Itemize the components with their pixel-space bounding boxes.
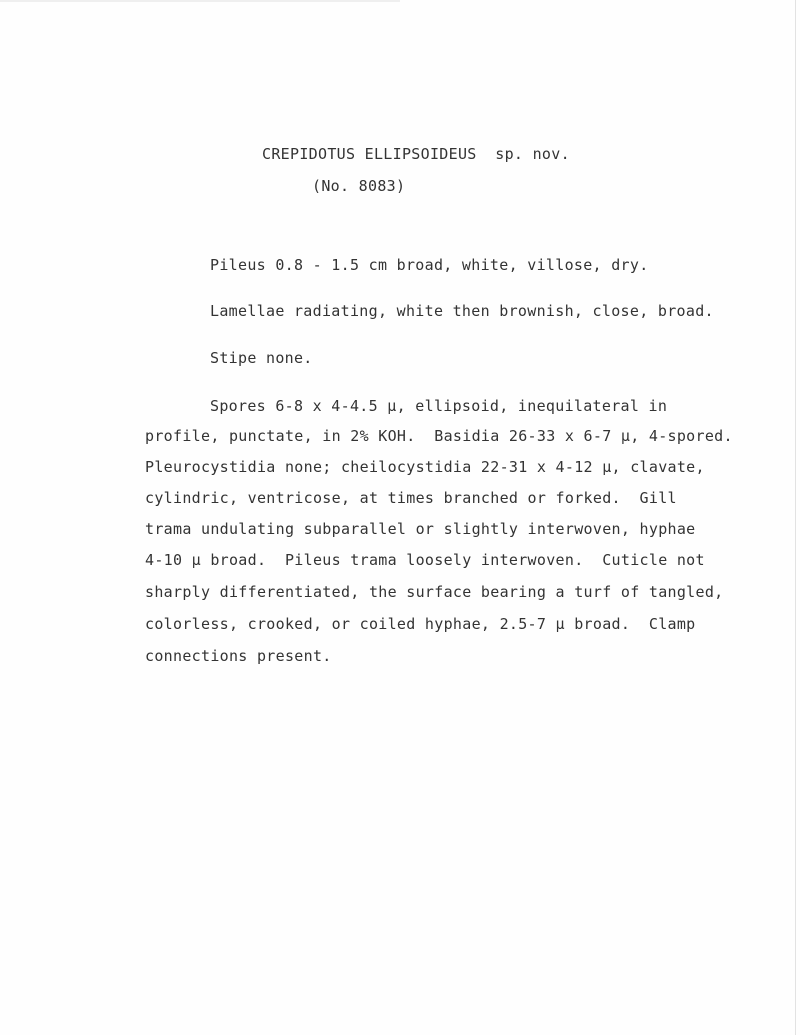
species-title: CREPIDOTUS ELLIPSOIDEUS sp. nov.	[262, 145, 570, 163]
description-line: cylindric, ventricose, at times branched or forked. Gill	[145, 489, 677, 507]
lamellae-description: Lamellae radiating, white then brownish, close, broad.	[210, 302, 714, 320]
description-line: Spores 6-8 x 4-4.5 µ, ellipsoid, inequilateral in	[210, 397, 668, 415]
description-line: colorless, crooked, or coiled hyphae, 2.5-7 µ broad. Clamp	[145, 615, 696, 633]
description-line: profile, punctate, in 2% KOH. Basidia 26-33 x 6-7 µ, 4-spored.	[145, 427, 733, 445]
description-line: connections present.	[145, 647, 332, 665]
stipe-description: Stipe none.	[210, 349, 313, 367]
scan-right-edge	[795, 0, 796, 1035]
specimen-number: (No. 8083)	[312, 177, 406, 195]
description-line: Pleurocystidia none; cheilocystidia 22-31 x 4-12 µ, clavate,	[145, 458, 705, 476]
scan-top-edge	[0, 0, 400, 2]
pileus-description: Pileus 0.8 - 1.5 cm broad, white, villose, dry.	[210, 256, 649, 274]
description-line: 4-10 µ broad. Pileus trama loosely interwoven. Cuticle not	[145, 551, 705, 569]
description-line: sharply differentiated, the surface bearing a turf of tangled,	[145, 583, 724, 601]
description-line: trama undulating subparallel or slightly interwoven, hyphae	[145, 520, 696, 538]
